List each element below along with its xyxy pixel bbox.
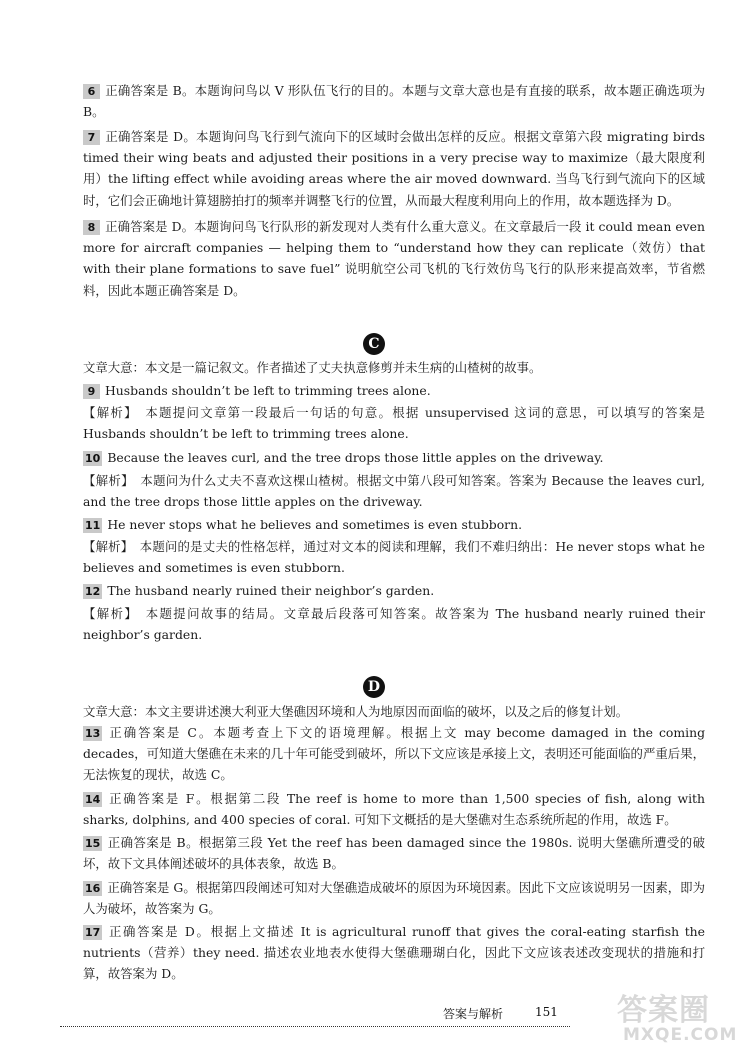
answer-item-13: [83, 722, 705, 786]
page-number: 151: [535, 1005, 558, 1019]
section-d-summary: 文章大意：本文主要讲述澳大利亚大堡礁因环境和人为地原因而面临的破坏，以及之后的修复计划。: [83, 704, 629, 719]
answer-item-15: [83, 832, 705, 874]
section-d-badge: D: [363, 676, 385, 698]
question-number: 16: [85, 882, 101, 895]
section-c-badge: C: [363, 333, 385, 355]
answer-item-7: [83, 126, 705, 211]
answer-item-17: [83, 921, 705, 985]
answer-text: 正确答案是 B。根据第三段 Yet the reef has been damaged since the 1980s. 说明大堡礁所遭受的破坏，故下文具体阐述破坏的具体表象，故选 B。: [83, 835, 705, 872]
answer-text: 正确答案是 D。根据上文描述 It is agricultural runoff that gives the coral-eating starfish the nutrients（营养）they need. 描述农业地表水使得大堡礁珊瑚白化，因此下文应该表述改变现状的措施和打算，故答案为 D。: [83, 924, 705, 982]
answer-item-11: [83, 514, 705, 535]
section-c-summary: 文章大意：本文是一篇记叙文。作者描述了丈夫执意修剪并未生病的山楂树的故事。: [83, 360, 542, 375]
question-number: 7: [83, 130, 100, 145]
watermark-logo: [605, 985, 750, 1055]
answer-text: 正确答案是 C。本题考查上下文的语境理解。根据上文 may become damaged in the coming decades，可知道大堡礁在未来的几十年可能受到破坏，所以下文应该是承接上文，表明还可能面临的严重后果，无法恢复的现状，故选 C。: [83, 725, 705, 783]
answer-text: 正确答案是 F。根据第二段 The reef is home to more than 1,500 species of fish, along with sharks, dolphins, and 400 species of coral. 可知下文概括的是大堡礁对生态系统所起的作用，故选 F。: [83, 791, 705, 828]
answer-item-9: [83, 380, 705, 401]
footer-dotted-rule: [60, 1026, 570, 1027]
answer-item-10: [83, 447, 705, 468]
analysis-11: 【解析】 本题问的是丈夫的性格怎样，通过对文本的阅读和理解，我们不难归纳出：He never stops what he believes and sometimes is even stubborn.: [83, 539, 705, 576]
answer-item-16: [83, 877, 705, 919]
question-number: 15: [85, 837, 101, 850]
footer-label: 答案与解析: [443, 1007, 504, 1021]
question-number: 9: [83, 384, 100, 399]
analysis-12: 【解析】 本题提问故事的结局。文章最后段落可知答案。故答案为 The husband nearly ruined their neighbor’s garden.: [83, 606, 705, 643]
answer-text: Because the leaves curl, and the tree drops those little apples on the driveway.: [107, 450, 604, 465]
analysis-9: 【解析】 本题提问文章第一段最后一句话的句意。根据 unsupervised 这词的意思，可以填写的答案是 Husbands shouldn’t be left to trimming trees alone.: [83, 405, 705, 442]
question-number: 10: [85, 452, 101, 465]
question-number: 12: [85, 585, 101, 598]
answer-text: 正确答案是 B。本题询问鸟以 V 形队伍飞行的目的。本题与文章大意也是有直接的联系，故本题正确选项为 B。: [83, 83, 705, 120]
watermark-url: MXQE.COM: [623, 1025, 738, 1045]
answer-item-14: [83, 788, 705, 830]
question-number: 17: [85, 926, 101, 939]
question-number: 14: [85, 793, 101, 806]
question-number: 11: [85, 519, 101, 532]
answer-text: The husband nearly ruined their neighbor’s garden.: [107, 583, 435, 598]
answer-text: He never stops what he believes and sometimes is even stubborn.: [107, 517, 523, 532]
answer-item-6: [83, 80, 705, 122]
answer-text: 正确答案是 G。根据第四段阐述可知对大堡礁造成破坏的原因为环境因素。因此下文应该说明另一因素，即为人为破坏，故答案为 G。: [83, 880, 705, 917]
answer-item-12: [83, 580, 705, 601]
question-number: 13: [85, 727, 101, 740]
watermark-text: 答案圈: [617, 993, 710, 1028]
answer-text: Husbands shouldn’t be left to trimming trees alone.: [105, 383, 431, 398]
answer-text: 正确答案是 D。本题询问鸟飞行队形的新发现对人类有什么重大意义。在文章最后一段 it could mean even more for aircraft companies — helping them to “understand how they can replicate（效仿）that with their plane formations to save fuel” 说明航空公司飞机的飞行效仿鸟飞行的队形来提高效率，节省燃料，因此本题正确答案是 D。: [83, 219, 705, 298]
analysis-10: 【解析】 本题问为什么丈夫不喜欢这棵山楂树。根据文中第八段可知答案。答案为 Because the leaves curl, and the tree drops those little apples on the driveway.: [83, 473, 705, 510]
answer-text: 正确答案是 D。本题询问鸟飞行到气流向下的区域时会做出怎样的反应。根据文章第六段 migrating birds timed their wing beats and adjusted their positions in a very precise way to maximize（最大限度利用）the lifting effect while avoiding areas where the air moved downward. 当鸟飞行到气流向下的区域时，它们会正确地计算翅膀拍打的频率并调整飞行的位置，从而最大程度利用向上的作用，故本题选择为 D。: [83, 129, 705, 208]
question-number: 8: [83, 220, 100, 235]
answer-item-8: [83, 216, 705, 301]
question-number: 6: [83, 84, 100, 99]
